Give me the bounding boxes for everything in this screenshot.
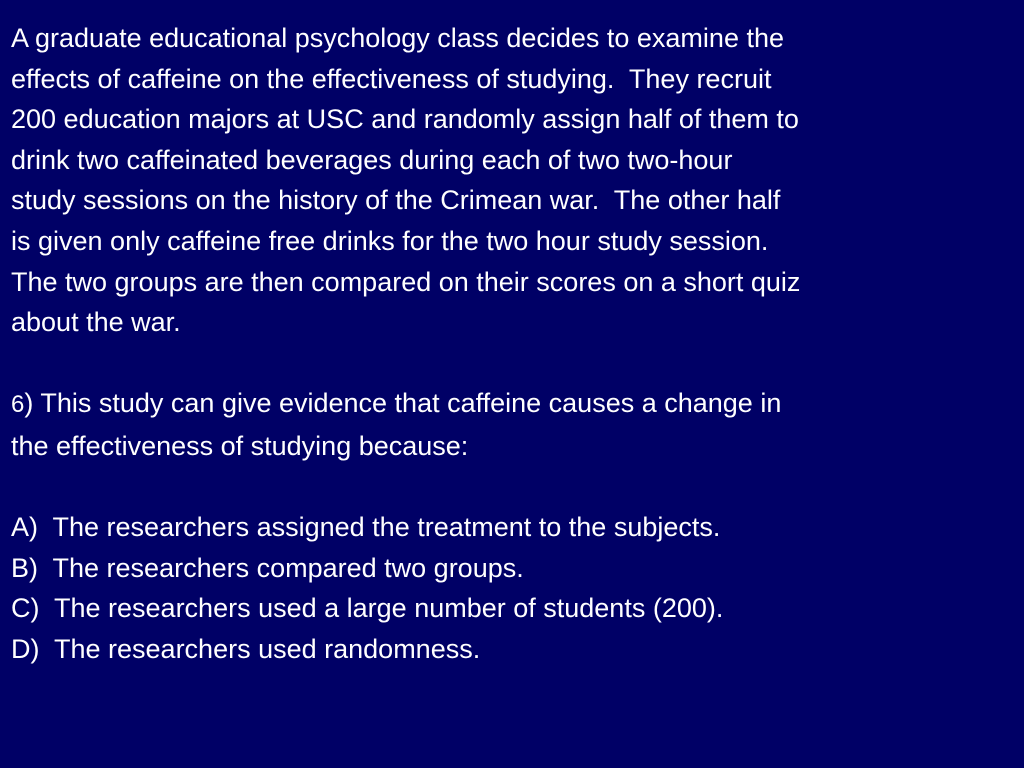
- option-a: A) The researchers assigned the treatment to the subjects.: [11, 512, 721, 543]
- scenario-paragraph: [11, 18, 1014, 343]
- option-b: B) The researchers compared two groups.: [11, 552, 524, 583]
- scenario-line: effects of caffeine on the effectiveness of studying. They recruit: [11, 63, 772, 94]
- scenario-line: The two groups are then compared on their scores on a short quiz: [11, 266, 801, 297]
- scenario-line: drink two caffeinated beverages during each of two two-hour: [11, 144, 733, 175]
- question: [11, 383, 1014, 466]
- question-number: 6: [11, 391, 25, 419]
- answer-options: [11, 507, 1014, 669]
- spacer: [11, 343, 1014, 384]
- scenario-line: is given only caffeine free drinks for the two hour study session.: [11, 225, 769, 256]
- question-text: ) This study can give evidence that caffeine causes a change in: [24, 388, 782, 419]
- scenario-line: 200 education majors at USC and randomly assign half of them to: [11, 104, 799, 135]
- spacer: [11, 467, 1014, 508]
- scenario-line: A graduate educational psychology class decides to examine the: [11, 23, 784, 53]
- option-d: D) The researchers used randomness.: [11, 633, 481, 664]
- scenario-line: study sessions on the history of the Crimean war. The other half: [11, 185, 781, 216]
- question-line-2: the effectiveness of studying because:: [11, 430, 469, 461]
- option-c: C) The researchers used a large number of students (200).: [11, 593, 724, 624]
- scenario-line: about the war.: [11, 307, 181, 338]
- question-line-1: [11, 383, 1014, 426]
